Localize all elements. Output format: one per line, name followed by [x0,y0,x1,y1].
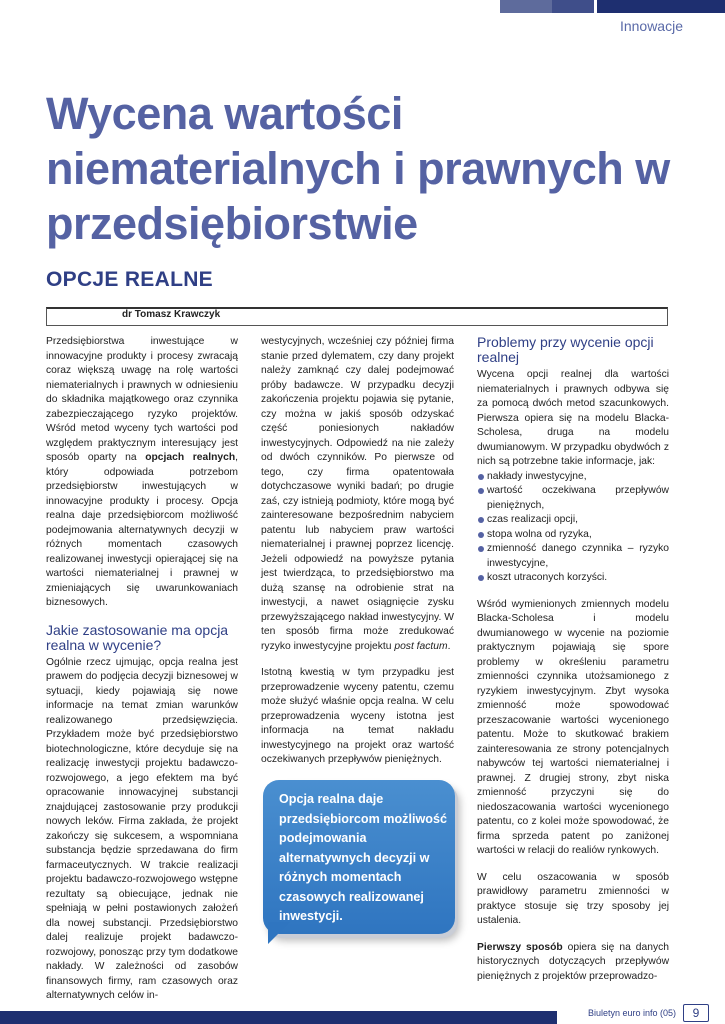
paragraph: Istotną kwestią w tym przypadku jest przeprowadzenie wyceny patentu, czemu może służyć właśnie opcja realna. W celu przeprowadzenia wyceny istotna jest informacja na temat nakładu inwestycyjnego na projekt oraz wartość oczekiwanych przepływów pieniężnych. [261,667,454,765]
pull-quote-box [263,780,455,934]
pull-quote-text: Opcja realna daje przedsiębiorcom możliwość podejmowania alternatywnych decyzji w różnych momentach czasowych realizowanej inwestycji. [279,792,447,923]
header-bar-segment [552,0,594,13]
section-label: Innowacje [619,18,683,34]
paragraph: Wycena opcji realnej dla wartości niematerialnych i prawnych odbywa się za pomocą dwóch metod szacunkowych. Pierwsza opiera się na modelu Blacka-Scholesa, druga na modelu dwumianowym. W przypadku obydwóch z nich są potrzebne takie informacje, jak: [477,369,669,467]
bullet-list [477,470,669,586]
list-item: wartość oczekiwana przepływów pieniężnych, [477,484,669,513]
list-item: zmienność danego czynnika – ryzyko inwestycyjne, [477,542,669,571]
column-1 [46,335,238,1004]
article-title: Wycena wartości niematerialnych i prawnych w przedsiębiorstwie [46,88,670,249]
column-3 [477,335,669,984]
pull-quote-tail [268,922,290,944]
article-subtitle: OPCJE REALNE [46,268,213,291]
header-bar-segment [597,0,725,13]
emphasis: Pierwszy sposób [477,941,563,953]
section-heading: Jakie zastosowanie ma opcja realna w wycenie? [46,621,229,653]
list-item: czas realizacji opcji, [477,513,669,528]
list-item: stopa wolna od ryzyka, [477,528,669,543]
footer-color-bar [0,1011,557,1024]
author-name: dr Tomasz Krawczyk [122,309,221,320]
section-heading: Problemy przy wycenie opcji realnej [477,334,654,365]
paragraph: Przedsiębiorstwa inwestujące w innowacyjne produkty i procesy zwracają coraz większą uwagę na rolę wartości niematerialnych i prawnych w odniesieniu do składnika majątkowego oraz czynnika zabezpieczającego ryzyko projektów. Wśród metod wyceny tych wartości pod względem praktycznym interesujący jest sposób oparty na opcjach realnych, który odpowiada potrzebom przedsiębiorstw inwestujących w innowacyjne produkty i procesy. Opcja realna daje przedsiębiorcom możliwość podejmowania alternatywnych decyzji w różnych momentach czasowych realizowanej inwestycji opierającej się na wartości niematerialnej i prawnej w zmieniających się uwarunkowaniach biznesowych. [46,336,239,608]
list-item: nakłady inwestycyjne, [477,470,669,485]
page-number: 9 [683,1004,709,1022]
header-bar-segment [500,0,552,13]
paragraph: Wśród wymienionych zmiennych modelu Blacka-Scholesa i modelu dwumianowego w wycenie na poziomie praktycznym pojawiają się spore problemy w określeniu parametru zmienności czynnika utożsamionego z ryzykiem inwestycyjnym. Zbyt wysoka zmienność może spowodować przeszacowanie wartości wycenionego patentu. Może to skutkować brakiem zainteresowania ze strony potencjalnych nabywców tej wartości niematerialnej i prawnej. Z drugiej strony, zbyt niska zmienność przyczyni się do niedoszacowania wartości wycenionego patentu, co z kolei może spowodować, że firma sprzeda patent po zaniżonej wartości w relacji do realiów rynkowych. [477,598,669,856]
paragraph: Ogólnie rzecz ujmując, opcja realna jest prawem do podjęcia decyzji biznesowej w sytuacji, kiedy pojawiają się nowe informacje na temat zmian warunków realizowanego przedsięwzięcia. Przykładem może być przedsiębiorstwo biotechnologiczne, które decyduje się na realizację inwestycji projektu badawczo-rozwojowego, a jego efektem ma być opracowanie innowacyjnej substancji znajdującej zastosowanie przy produkcji nowych leków. Firma zakłada, że projekt zakończy się sukcesem, a wspomniana substancja będzie sprzedawana do firm farmaceutycznych. W trakcie realizacji projektu badawczo-rozwojowego wstępne rezultaty są obiecujące, jednak nie spełniają w pełni postawionych założeń dla nowej substancji. Przedsiębiorstwo dalej realizuje projekt badawczo-rozwojowy, ponosząc przy tym dodatkowe nakłady. W zależności od zasobów finansowych firmy, ram czasowych oraz alternatywnych celów in- [46,656,238,1001]
column-2 [261,335,454,768]
paragraph: W celu oszacowania w sposób prawidłowy parametru zmienności w praktyce stosuje się trzy sposoby jej ustalenia. [477,871,669,926]
paragraph: Pierwszy sposób opiera się na danych historycznych dotyczących przepływów pieniężnych z projektów przeprowadzo- [477,941,670,982]
emphasis: opcjach realnych [145,452,236,463]
publication-name: Biuletyn euro info (05) [588,1008,677,1018]
header-color-bar [500,0,725,13]
paragraph: westycyjnych, wcześniej czy później firma stanie przed dylematem, czy dany projekt należy zamknąć czy dalej podejmować próby badawcze. W przypadku decyzji zakończenia projektu pojawia się pytanie, czy można w jakiś sposób odzyskać część poniesionych nakładów inwestycyjnych. Odpowiedź na nie zależy od dwóch czynników. Po pierwsze od tego, czy firma opatentowała dotychczasowe wyniki badań; po drugie zaś, czy istnieją podmioty, które mogą być zainteresowane bezpośrednim nabyciem patentu lub nabyciem praw wartości niematerialnej i prawnej poprzez licencję. Jeżeli odpowiedź na powyższe pytania jest twierdząca, to przedsiębiorstwo ma dużą szansę na odrobienie strat na inwestycji, a nawet osiągnięcie zysku przewyższającego nakład inwestycyjny. W ten sposób firma może zredukować ryzyko inwestycyjne projektu post factum. [261,336,454,652]
list-item: koszt utraconych korzyści. [477,571,669,586]
